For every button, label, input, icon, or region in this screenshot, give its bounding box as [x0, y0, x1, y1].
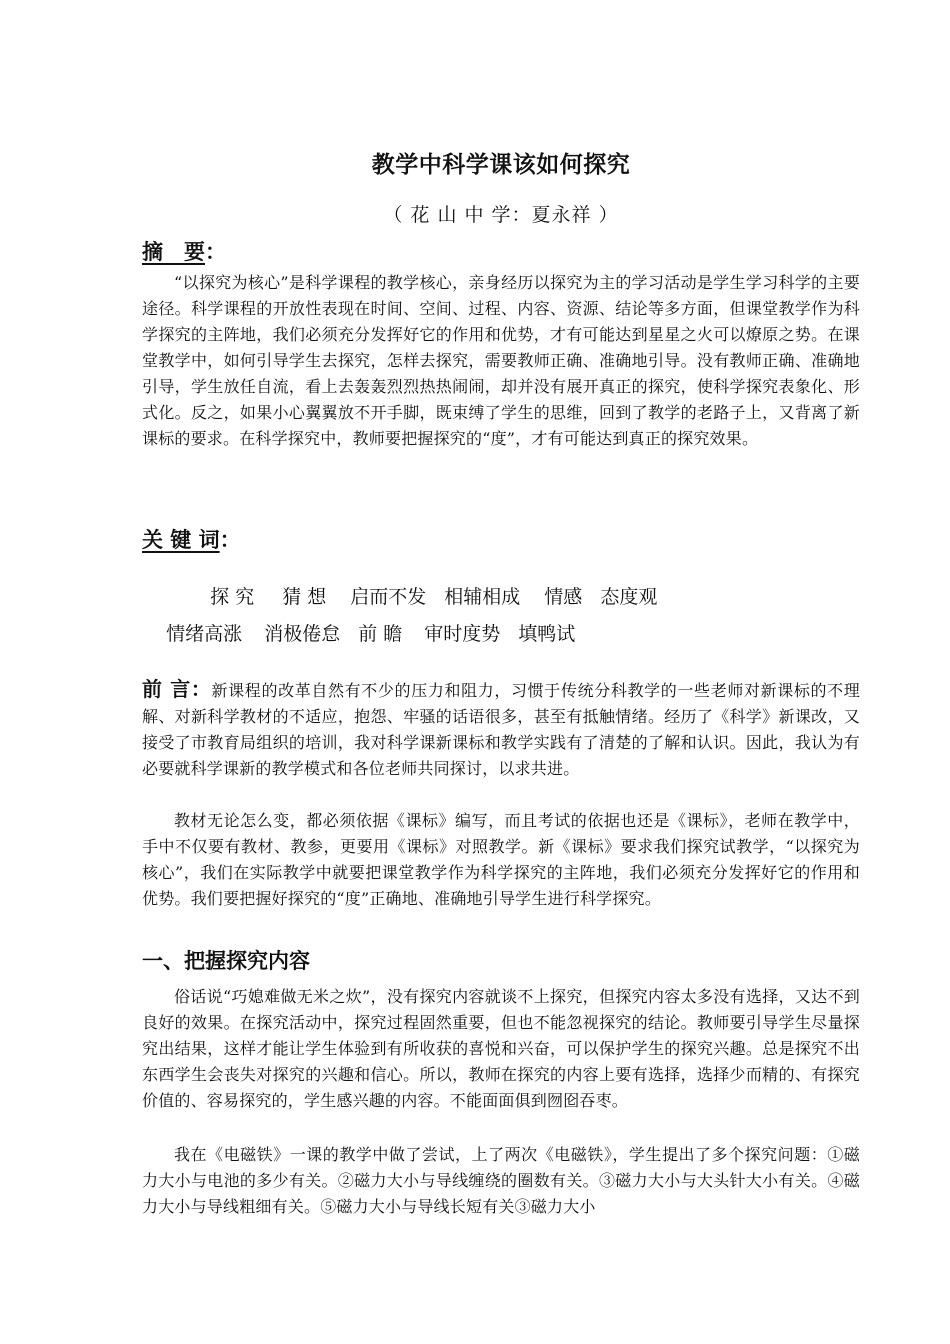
keywords-heading-colon: ： [219, 528, 241, 552]
author-line: （ 花 山 中 学：夏永祥 ） [383, 204, 619, 226]
document-title: 教学中科学课该如何探究 [371, 152, 631, 178]
section-1-heading: 一、把握探究内容 [142, 949, 310, 973]
preface-lead: 前 言： [142, 677, 212, 701]
abstract-heading [142, 236, 226, 266]
keyword: 审时度势 [424, 623, 501, 645]
keyword: 探 究 [210, 586, 255, 608]
section-1-paragraph-1: 俗话说“巧媳难做无米之炊”，没有探究内容就谈不上探究，但探究内容太多没有选择，又达不到良好的效果。在探究活动中，探究过程固然重要，但也不能忽视探究的结论。教师要引导学生尽量探究出结果，这样才能让学生体验到有所收获的喜悦和兴奋，可以保护学生的探究兴趣。总是探究不出东西学生会丧失对探究的兴趣和信心。所以，教师在探究的内容上要有选择，选择少而精的、有探究价值的、容易探究的，学生感兴趣的内容。不能面面俱到囫囵吞枣。 [142, 987, 860, 1110]
section-1-paragraph-2: 我在《电磁铁》一课的教学中做了尝试，上了两次《电磁铁》，学生提出了多个探究问题：①磁力大小与电池的多少有关。②磁力大小与导线缠绕的圈数有关。③磁力大小与大头针大小有关。④磁力大小与导线粗细有关。⑤磁力大小与导线长短有关③磁力大小 [142, 1145, 860, 1216]
keyword: 情绪高涨 [166, 623, 243, 645]
keyword: 启而不发 [350, 586, 427, 608]
abstract-heading-colon: ： [205, 240, 226, 264]
abstract-heading-text: 摘 要 [142, 240, 205, 264]
keyword: 消极倦怠 [264, 623, 341, 645]
keywords-line-2 [142, 597, 860, 668]
keyword: 填鸭试 [518, 623, 576, 645]
keywords-heading-text: 关 键 词 [142, 528, 220, 552]
preface-paragraph-2: 教材无论怎么变，都必须依据《课标》编写，而且考试的依据也还是《课标》，老师在教学中，手中不仅要有教材、教参，更要用《课标》对照教学。新《课标》要求我们探究试教学，“以探究为核心”，我们在实际教学中就要把课堂教学作为科学探究的主阵地，我们必须充分发挥好它的作用和优势。我们要把握好探究的“度”正确地、准确地引导学生进行科学探究。 [142, 811, 860, 908]
keyword: 猜 想 [282, 586, 327, 608]
preface-text: 新课程的改革自然有不少的压力和阻力，习惯于传统分科教学的一些老师对新课标的不理解、对新科学教材的不适应，抱怨、牢骚的话语很多，甚至有抵触情绪。经历了《科学》新课改，又接受了市教育局组织的培训，我对科学课新课标和教学实践有了清楚的了解和认识。因此，我认为有必要就科学课新的教学模式和各位老师共同探讨，以求共进。 [142, 681, 860, 778]
preface-paragraph-1 [142, 676, 860, 782]
keyword: 相辅相成 [444, 586, 521, 608]
keyword: 情感 [544, 586, 583, 608]
keyword: 态度观 [600, 586, 658, 608]
abstract-body: “以探究为核心”是科学课程的教学核心，亲身经历以探究为主的学习活动是学生学习科学的主要途径。科学课程的开放性表现在时间、空间、过程、内容、资源、结论等多方面，但课堂教学作为科学探究的主阵地，我们必须充分发挥好它的作用和优势，才有可能达到星星之火可以燎原之势。在课堂教学中，如何引导学生去探究，怎样去探究，需要教师正确、准确地引导。没有教师正确、准确地引导，学生放任自流，看上去轰轰烈烈热热闹闹，却并没有展开真正的探究，使科学探究表象化、形式化。反之，如果小心翼翼放不开手脚，既束缚了学生的思维，回到了教学的老路子上，又背离了新课标的要求。在科学探究中，教师要把握探究的“度”，才有可能达到真正的探究效果。 [142, 273, 860, 448]
keyword: 前 瞻 [358, 623, 403, 645]
keywords-heading [142, 524, 241, 554]
